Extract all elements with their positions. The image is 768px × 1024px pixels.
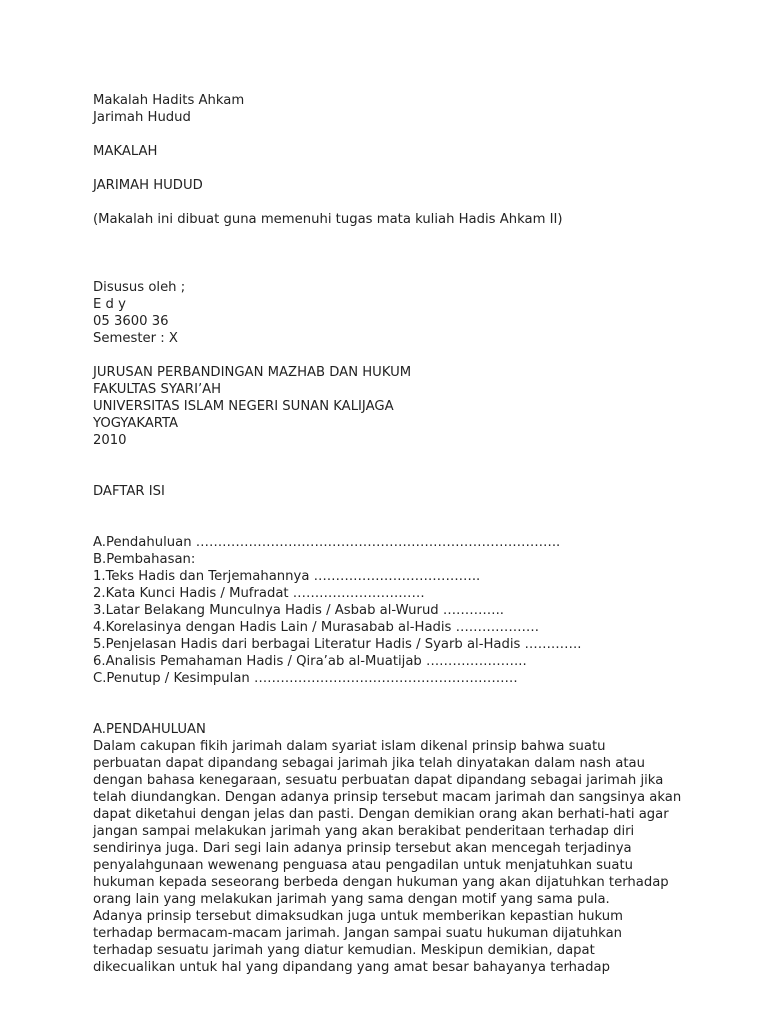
section-paragraph xyxy=(93,738,733,976)
paragraph-line: telah diundangkan. Dengan adanya prinsip tersebut macam jarimah dan sangsinya akan xyxy=(93,790,682,805)
cover-label: MAKALAH xyxy=(93,144,158,159)
paragraph-line: Dalam cakupan fikih jarimah dalam syariat islam dikenal prinsip bahwa suatu xyxy=(93,739,606,754)
paragraph-line: terhadap sesuatu jarimah yang diatur kemudian. Meskipun demikian, dapat xyxy=(93,943,595,958)
author-label: Disusus oleh ; xyxy=(93,280,186,295)
paragraph-line: jangan sampai melakukan jarimah yang akan berakibat penderitaan terhadap diri xyxy=(93,824,635,839)
paragraph-line: penyalahgunaan wewenang penguasa atau pengadilan untuk menjatuhkan suatu xyxy=(93,858,633,873)
paragraph-line: sendirinya juga. Dari segi lain adanya prinsip tersebut akan mencegah terjadinya xyxy=(93,841,632,856)
toc-item: 3.Latar Belakang Munculnya Hadis / Asbab al-Wurud ………….. xyxy=(93,603,505,618)
paragraph-line: terhadap bermacam-macam jarimah. Jangan sampai suatu hukuman dijatuhkan xyxy=(93,926,623,941)
paragraph-line: hukuman kepada seseorang berbeda dengan hukuman yang akan dijatuhkan terhadap xyxy=(93,875,669,890)
toc-item: B.Pembahasan: xyxy=(93,552,196,567)
document-title: Makalah Hadits Ahkam xyxy=(93,93,245,108)
toc-item: 5.Penjelasan Hadis dari berbagai Literatur Hadis / Syarb al-Hadis …………. xyxy=(93,637,582,652)
student-id: 05 3600 36 xyxy=(93,314,169,329)
toc-item: 1.Teks Hadis dan Terjemahannya ……………………………….. xyxy=(93,569,481,584)
section-heading: A.PENDAHULUAN xyxy=(93,722,206,737)
institution-university: UNIVERSITAS ISLAM NEGERI SUNAN KALIJAGA xyxy=(93,399,394,414)
institution-year: 2010 xyxy=(93,433,127,448)
toc-item: C.Penutup / Kesimpulan …………………………………………………… xyxy=(93,671,518,686)
document-page xyxy=(93,92,733,976)
paragraph-line: perbuatan dapat dipandang sebagai jarimah jika telah dinyatakan dalam nash atau xyxy=(93,756,645,771)
institution-department: JURUSAN PERBANDINGAN MAZHAB DAN HUKUM xyxy=(93,365,412,380)
paragraph-line: dikecualikan untuk hal yang dipandang yang amat besar bahayanya terhadap xyxy=(93,960,610,975)
author-name: E d y xyxy=(93,297,126,312)
semester: Semester : X xyxy=(93,331,178,346)
toc-list xyxy=(93,534,733,687)
document-subtitle: Jarimah Hudud xyxy=(93,110,191,125)
cover-purpose: (Makalah ini dibuat guna memenuhi tugas mata kuliah Hadis Ahkam II) xyxy=(93,212,563,227)
toc-item: 6.Analisis Pemahaman Hadis / Qira’ab al-Muatijab ………………….. xyxy=(93,654,527,669)
toc-heading: DAFTAR ISI xyxy=(93,484,165,499)
cover-topic: JARIMAH HUDUD xyxy=(93,178,203,193)
paragraph-line: orang lain yang melakukan jarimah yang sama dengan motif yang sama pula. xyxy=(93,892,610,907)
toc-item: A.Pendahuluan ……………………………………………………………………….. xyxy=(93,535,561,550)
institution-city: YOGYAKARTA xyxy=(93,416,179,431)
institution-faculty: FAKULTAS SYARI’AH xyxy=(93,382,222,397)
toc-item: 2.Kata Kunci Hadis / Mufradat ………………………… xyxy=(93,586,425,601)
paragraph-line: dengan bahasa kenegaraan, sesuatu perbuatan dapat dipandang sebagai jarimah jika xyxy=(93,773,664,788)
paragraph-line: dapat diketahui dengan jelas dan pasti. Dengan demikian orang akan berhati-hati agar xyxy=(93,807,669,822)
toc-item: 4.Korelasinya dengan Hadis Lain / Murasabab al-Hadis ………………. xyxy=(93,620,539,635)
paragraph-line: Adanya prinsip tersebut dimaksudkan juga untuk memberikan kepastian hukum xyxy=(93,909,623,924)
